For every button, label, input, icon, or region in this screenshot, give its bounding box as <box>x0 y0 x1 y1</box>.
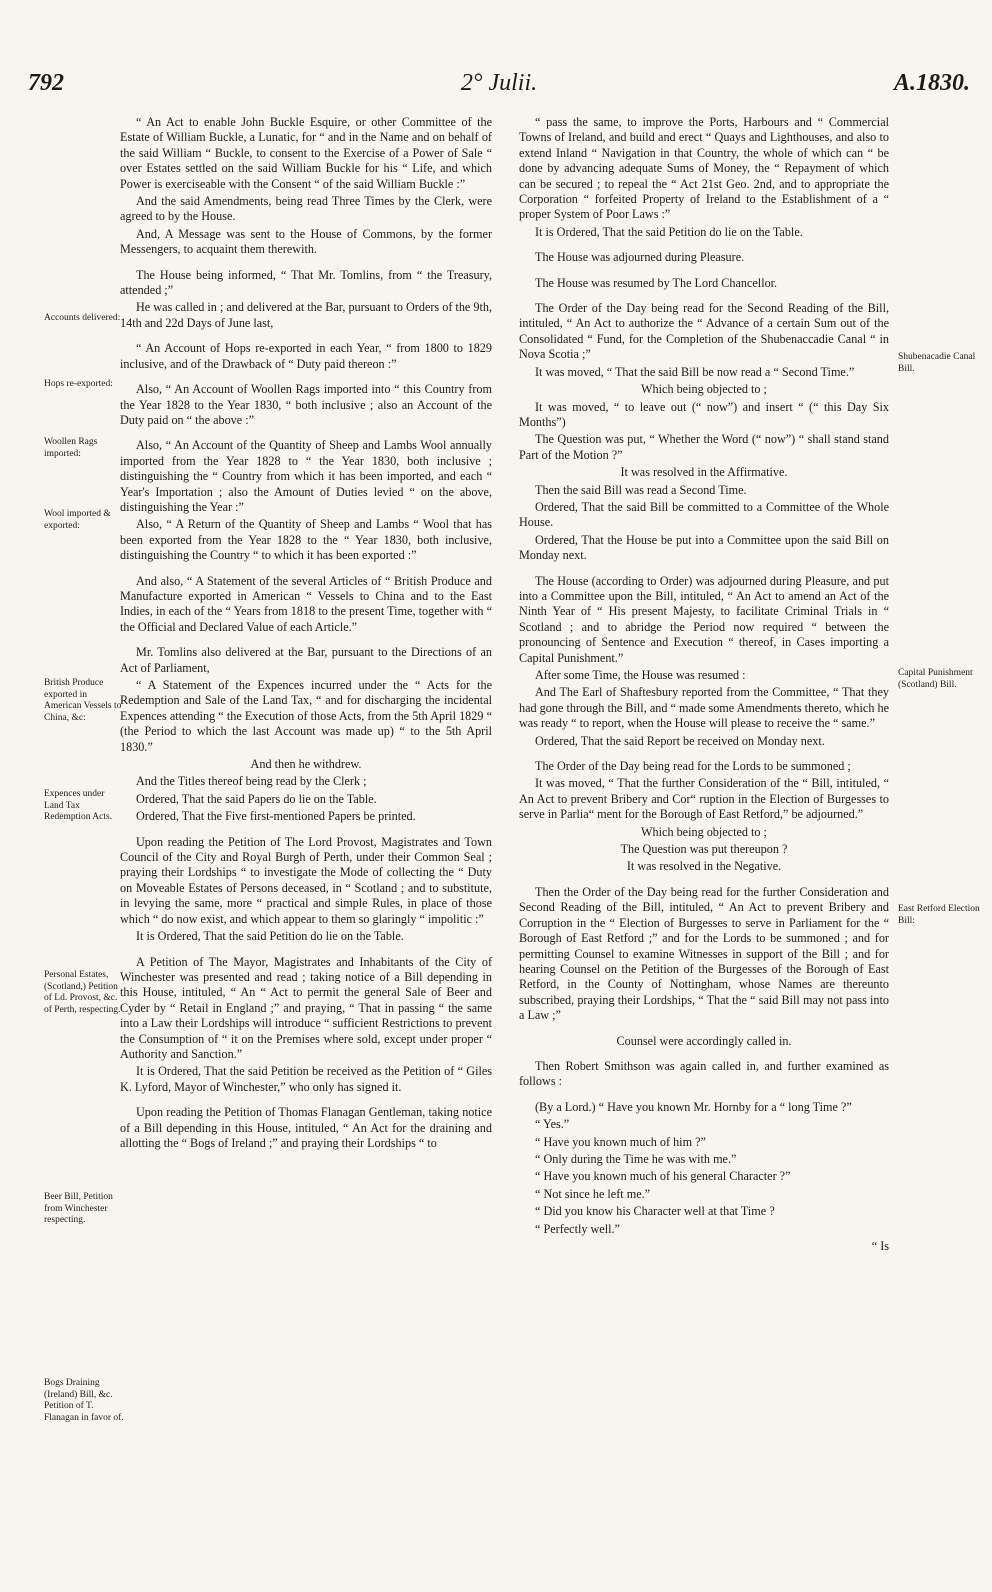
margin-note-estates: Personal Estates, (Scotland,) Petition of Ld. Provost, &c. of Perth, respecting. <box>44 970 121 1015</box>
margin-note-accounts: Accounts delivered: <box>44 313 121 323</box>
paragraph: The House was adjourned during Pleasure. <box>535 250 745 265</box>
paragraph: It was resolved in the Negative. <box>626 859 782 874</box>
paragraph: And The Earl of Shaftesbury reported from the Committee, “ That they had gone through the Bill, and “ made some Amendments thereto, which he was ready “ to report, when the House will please to receive the “ same.” <box>519 685 889 731</box>
page-header <box>28 70 970 104</box>
paragraph: And, A Message was sent to the House of Commons, by the former Messengers, to acquaint them therewith. <box>120 226 492 257</box>
paragraph: The Order of the Day being read for the Lords to be summoned ; <box>535 759 851 774</box>
paragraph: And the Titles thereof being read by the Clerk ; <box>136 774 367 789</box>
examination-line: “ Have you known much of his general Character ?” <box>535 1169 791 1184</box>
left-column <box>120 115 492 1161</box>
margin-note-rags: Woollen Rags imported: <box>44 437 98 459</box>
examination-line: (By a Lord.) “ Have you known Mr. Hornby for a “ long Time ?” <box>535 1099 852 1114</box>
examination-line: “ Only during the Time he was with me.” <box>535 1151 737 1166</box>
paragraph: Ordered, That the Five first-mentioned Papers be printed. <box>136 809 416 824</box>
paragraph: Also, “ An Account of the Quantity of Sheep and Lambs Wool annually imported from the Year 1828 to “ the Year 1830, both inclusive ; distinguishing the “ Country from which it has been imported, and each “ Year's Importation ; also the Amount of Duties levied “ on the above, distinguishing the Year :” <box>120 438 492 514</box>
paragraph: And the said Amendments, being read Three Times by the Clerk, were agreed to by the House. <box>120 194 492 224</box>
paragraph: Which being objected to ; <box>641 382 767 397</box>
margin-note-capital: Capital Punishment (Scotland) Bill. <box>898 668 973 690</box>
paragraph: Also, “ A Return of the Quantity of Sheep and Lambs “ Wool that has been exported from the Year 1828 to the “ Year 1830, both inclusive, distinguishing the Country “ to which it has been exported :” <box>120 517 492 563</box>
paragraph: He was called in ; and delivered at the Bar, pursuant to Orders of the 9th, 14th and 22d Days of June last, <box>120 300 492 330</box>
paragraph: It is Ordered, That the said Petition do lie on the Table. <box>136 929 404 944</box>
paragraph: Upon reading the Petition of Thomas Flanagan Gentleman, taking notice of a Bill depending in this House, intituled, “ An Act for the draining and allotting the “ Bogs of Ireland ;” and praying their Lordships “ to <box>120 1105 492 1150</box>
margin-note-beer: Beer Bill, Petition from Winchester respecting. <box>44 1192 113 1225</box>
paragraph: And then he withdrew. <box>250 757 362 772</box>
examination-line: “ Did you know his Character well at that Time ? <box>535 1204 775 1219</box>
paragraph: It was resolved in the Affirmative. <box>620 465 788 480</box>
paragraph: Then the Order of the Day being read for the further Consideration and Second Reading of the Bill, intituled, “ An Act to prevent Bribery and Corruption in the “ Election of Burgesses to serve in Parliament for the “ Borough of East Retford ;” and for the Lords to be summoned ; and for permitting Counsel to examine Witnesses in support of the Bill ; and for hearing Counsel on the Petition of the Burgesses of the Borough of East Retford, in the County of Nottingham, whose Names are thereunto subscribed, praying their Lordships, “ That the “ said Bill may not pass into a Law ;” <box>519 884 889 1023</box>
paragraph: It is Ordered, That the said Petition be received as the Petition of “ Giles K. Lyford, Mayor of Winchester,” who only has signed it. <box>120 1064 492 1094</box>
paragraph: Then the said Bill was read a Second Time. <box>535 482 747 497</box>
examination-line: “ Not since he left me.” <box>535 1186 651 1201</box>
paragraph: After some Time, the House was resumed : <box>535 668 746 682</box>
paragraph: Mr. Tomlins also delivered at the Bar, pursuant to the Directions of an Act of Parliament, <box>120 645 492 675</box>
paragraph: “ A Statement of the Expences incurred under the “ Acts for the Redemption and Sale of the Land Tax, “ and for discharging the incidental Expences attending “ the Execution of those Acts, from the 5th April 1829 “ (the Period to which the last Account was made up) “ to the 5th April 1830.” <box>120 678 492 754</box>
margin-note-shubenacadie: Shubenacadie Canal Bill. <box>898 352 976 374</box>
paragraph: Then Robert Smithson was again called in, and further examined as follows : <box>519 1058 889 1089</box>
paragraph: A Petition of The Mayor, Magistrates and Inhabitants of the City of Winchester was presented and read ; taking notice of a Bill depending in this House, intituled, “ An “ Act to permit the general Sale of Beer and Cyder by “ Retail in England ;” and praying, “ That in passing “ the same into a Law their Lordships will introduce “ sufficient Restrictions to prevent the Consumption of “ it on the Premises where sold, except under proper “ Authority and Sanction.” <box>120 954 492 1061</box>
margin-note-wool: Wool imported & exported: <box>44 509 111 531</box>
paragraph: Counsel were accordingly called in. <box>616 1033 792 1048</box>
margin-note-expences: Expences under Land Tax Redemption Acts. <box>44 789 113 822</box>
paragraph: The House was resumed by The Lord Chancellor. <box>535 275 778 290</box>
margin-note-hops: Hops re-exported: <box>44 379 113 389</box>
margin-note-british: British Produce exported in American Vessels to China, &c: <box>44 678 122 723</box>
page-year: A.1830. <box>893 70 970 96</box>
paragraph: Also, “ An Account of Woollen Rags imported into “ this Country from the Year 1828 to the Year 1830, “ both inclusive ; also an Account of the Duty paid on “ the above :” <box>120 382 492 427</box>
paragraph: The Question was put thereupon ? <box>620 842 788 857</box>
examination-line: “ Perfectly well.” <box>535 1221 620 1236</box>
paragraph: It was moved, “ to leave out (“ now”) and insert “ (“ this Day Six Months”) <box>519 399 889 429</box>
paragraph: The Order of the Day being read for the Second Reading of the Bill, intituled, “ An Act to authorize the “ Advance of a certain Sum out of the Consolidated “ Fund, for the Completion of the Shubenaccadie Canal “ in Nova Scotia ;” <box>519 301 889 362</box>
page-date: 2° Julii. <box>460 70 538 96</box>
paragraph: Ordered, That the House be put into a Committee upon the said Bill on Monday next. <box>519 532 889 563</box>
paragraph: It was moved, “ That the further Consideration of the “ Bill, intituled, “ An Act to prevent Bribery and Cor“ ruption in the Election of Burgesses to serve in Parlia“ ment for the Borough of East Retford,” be adjourned.” <box>519 776 889 822</box>
paragraph: Which being objected to ; <box>641 824 767 839</box>
paragraph: Ordered, That the said Papers do lie on the Table. <box>136 791 377 806</box>
paragraph: “ An Account of Hops re-exported in each Year, “ from 1800 to 1829 inclusive, and of the Drawback of “ Duty paid thereon :” <box>120 341 492 371</box>
paragraph: Upon reading the Petition of The Lord Provost, Magistrates and Town Council of the City and Royal Burgh of Perth, under their Common Seal ; praying their Lordships “ to investigate the Mode of collecting the “ Duty on Moveable Estates of Persons deceased, in “ Scotland ; and to substitute, in levying the same, more “ practical and simple Rules, in place of those which “ do now exist, and which appear to them so glaringly “ impolitic :” <box>120 834 492 926</box>
examination-line: “ Yes.” <box>535 1117 570 1132</box>
catchword: “ Is <box>871 1239 889 1253</box>
right-column <box>519 115 889 1264</box>
paragraph: The House being informed, “ That Mr. Tomlins, from “ the Treasury, attended ;” <box>120 267 492 298</box>
page-number: 792 <box>28 70 64 96</box>
examination-line: “ Have you known much of him ?” <box>535 1134 706 1149</box>
margin-note-bogs: Bogs Draining (Ireland) Bill, &c. Petition of T. Flanagan in favor of. <box>44 1378 124 1423</box>
margin-note-retford: East Retford Election Bill: <box>898 904 980 926</box>
paragraph: Ordered, That the said Bill be committed to a Committee of the Whole House. <box>519 499 889 530</box>
paragraph: Ordered, That the said Report be received on Monday next. <box>535 733 825 748</box>
paragraph: It was moved, “ That the said Bill be now read a “ Second Time.” <box>535 364 855 379</box>
paragraph: The House (according to Order) was adjourned during Pleasure, and put into a Committee upon the Bill, intituled, “ An Act to amend an Act of the Ninth Year of “ His present Majesty, to facilitate Criminal Trials in “ Scotland ; and to abridge the Period now required “ between the pronouncing of Sentence and Execution “ thereof, in Cases importing a Capital Punishment.” <box>519 573 889 665</box>
paragraph: “ pass the same, to improve the Ports, Harbours and “ Commercial Towns of Ireland, and build and erect “ Quays and Lighthouses, and also to extend Inland “ Navigation in that Country, the whole of which can “ be done by advancing adequate Sums of Money, the “ Repayment of which can be secured ; to repeal the “ Act 21st Geo. 2nd, and to appropriate the Corporation “ forfeited Property of Ireland to the Establishment of a “ proper System of Poor Laws :” <box>519 115 889 222</box>
paragraph: It is Ordered, That the said Petition do lie on the Table. <box>535 224 803 239</box>
paragraph: And also, “ A Statement of the several Articles of “ British Produce and Manufacture exported in American “ Vessels to China and to the East Indies, in each of the “ Years from 1818 to the present Time, together with “ the Official and Declared Value of each Article.” <box>120 573 492 634</box>
paragraph: “ An Act to enable John Buckle Esquire, or other Committee of the Estate of William Buckle, a Lunatic, for “ and in the Name and on behalf of the said William “ Buckle, to consent to the Exercise of a Power of Sale “ over Estates settled on the said William Buckle for his “ Life, and which Power is exerciseable with the Consent “ of the said William Buckle :” <box>120 115 492 191</box>
paragraph: The Question was put, “ Whether the Word (“ now”) “ shall stand stand Part of the Motion ?” <box>519 432 889 462</box>
